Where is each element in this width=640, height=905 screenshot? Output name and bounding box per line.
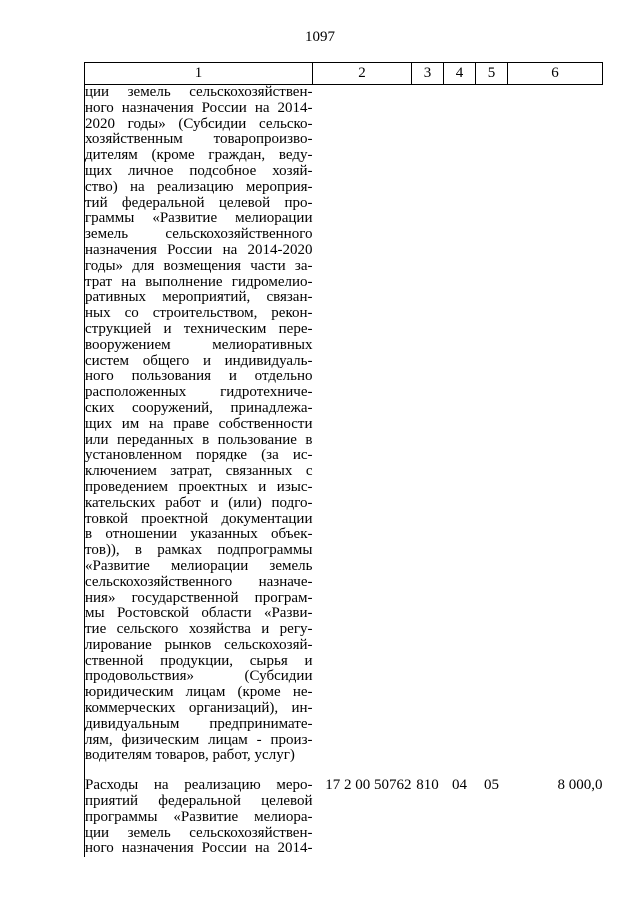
text-line: ственной продукции, сырья и (85, 652, 313, 669)
page-number: 1097 (305, 29, 335, 45)
text-line: тий федеральной целевой про- (85, 194, 313, 211)
text-line: кательских работ и (или) подго- (85, 494, 313, 511)
text-line: ративных мероприятий, связан- (85, 289, 313, 306)
target-code: 17 2 00 50762 (325, 777, 412, 794)
amount: 8 000,0 (557, 777, 603, 794)
row-description (85, 764, 313, 857)
text-line: ния» государственной програм- (85, 589, 313, 606)
text-line: вооружением мелиоративных (85, 336, 313, 353)
text-line: расположенных гидротехниче- (85, 384, 313, 401)
text-line: «Развитие мелиорации земель (85, 557, 313, 574)
target-code (313, 85, 412, 765)
text-line: ного назначения России на 2014- (85, 840, 313, 857)
column-header: 5 (476, 63, 508, 85)
section (444, 85, 476, 765)
text-line: граммы «Развитие мелиорации (85, 210, 313, 227)
text-line: годы» для возмещения части за- (85, 257, 313, 274)
text-line: юридическим лицам (кроме не- (85, 684, 313, 701)
text-line: ство) на реализацию мероприя- (85, 178, 313, 195)
text-line: коммерческих организаций), ин- (85, 700, 313, 717)
text-line: щих им на праве собственности (85, 415, 313, 432)
column-header: 3 (412, 63, 444, 85)
text-line: лирование рынков сельскохозяй- (85, 636, 313, 653)
text-line: ных со строительством, рекон- (85, 305, 313, 322)
text-line: трат на выполнение гидромелио- (85, 273, 313, 290)
text-line: ного назначения России на 2014- (85, 99, 313, 116)
column-header: 1 (85, 63, 313, 85)
text-line: установленном порядке (за ис- (85, 447, 313, 464)
budget-table (84, 62, 603, 857)
text-line: программы «Развитие мелиора- (85, 808, 313, 825)
column-header: 6 (508, 63, 603, 85)
amount (508, 85, 603, 765)
text-line: 2020 годы» (Субсидии сельско- (85, 115, 313, 132)
text-line: проведением проектных и изыс- (85, 478, 313, 495)
column-header: 2 (313, 63, 412, 85)
row-description (85, 85, 313, 765)
text-line: струкцией и техническим пере- (85, 320, 313, 337)
text-line: лям, физическим лицам - произ- (85, 731, 313, 748)
text-line: или переданных в пользование в (85, 431, 313, 448)
text-line: ции земель сельскохозяйствен- (85, 824, 313, 841)
text-line: тов)), в рамках подпрограммы (85, 542, 313, 559)
text-line: водителям товаров, работ, услуг) (85, 747, 295, 764)
text-line: приятий федеральной целевой (85, 793, 313, 810)
expense-type: 810 (416, 777, 439, 794)
subsection (476, 85, 508, 765)
text-line: ного пользования и отдельно (85, 368, 313, 385)
text-line: земель сельскохозяйственного (85, 226, 313, 243)
text-line: тие сельского хозяйства и регу- (85, 621, 313, 638)
section: 04 (452, 777, 467, 794)
text-line: хозяйственным товаропроизво- (85, 131, 313, 148)
expense-type (412, 85, 444, 765)
text-line: товкой проектной документации (85, 510, 313, 527)
text-line: систем общего и индивидуаль- (85, 352, 313, 369)
text-line: дивидуальным предпринимате- (85, 715, 313, 732)
text-line: ских сооружений, принадлежа- (85, 399, 313, 416)
text-line: ции земель сельскохозяйствен- (85, 84, 313, 100)
text-line: назначения России на 2014-2020 (85, 241, 313, 258)
table-row (85, 764, 603, 857)
text-line: щих личное подсобное хозяй- (85, 162, 313, 179)
text-line: дителям (кроме граждан, веду- (85, 147, 313, 164)
text-line: сельскохозяйственного назначе- (85, 573, 313, 590)
table-row (85, 85, 603, 765)
column-header: 4 (444, 63, 476, 85)
column-header-row (85, 63, 603, 85)
text-line: мы Ростовской области «Разви- (85, 605, 313, 622)
text-line: Расходы на реализацию меро- (85, 777, 313, 794)
text-line: в отношении указанных объек- (85, 526, 313, 543)
text-line: ключением затрат, связанных с (85, 463, 313, 480)
subsection: 05 (484, 777, 499, 794)
text-line: продовольствия» (Субсидии (85, 668, 313, 685)
